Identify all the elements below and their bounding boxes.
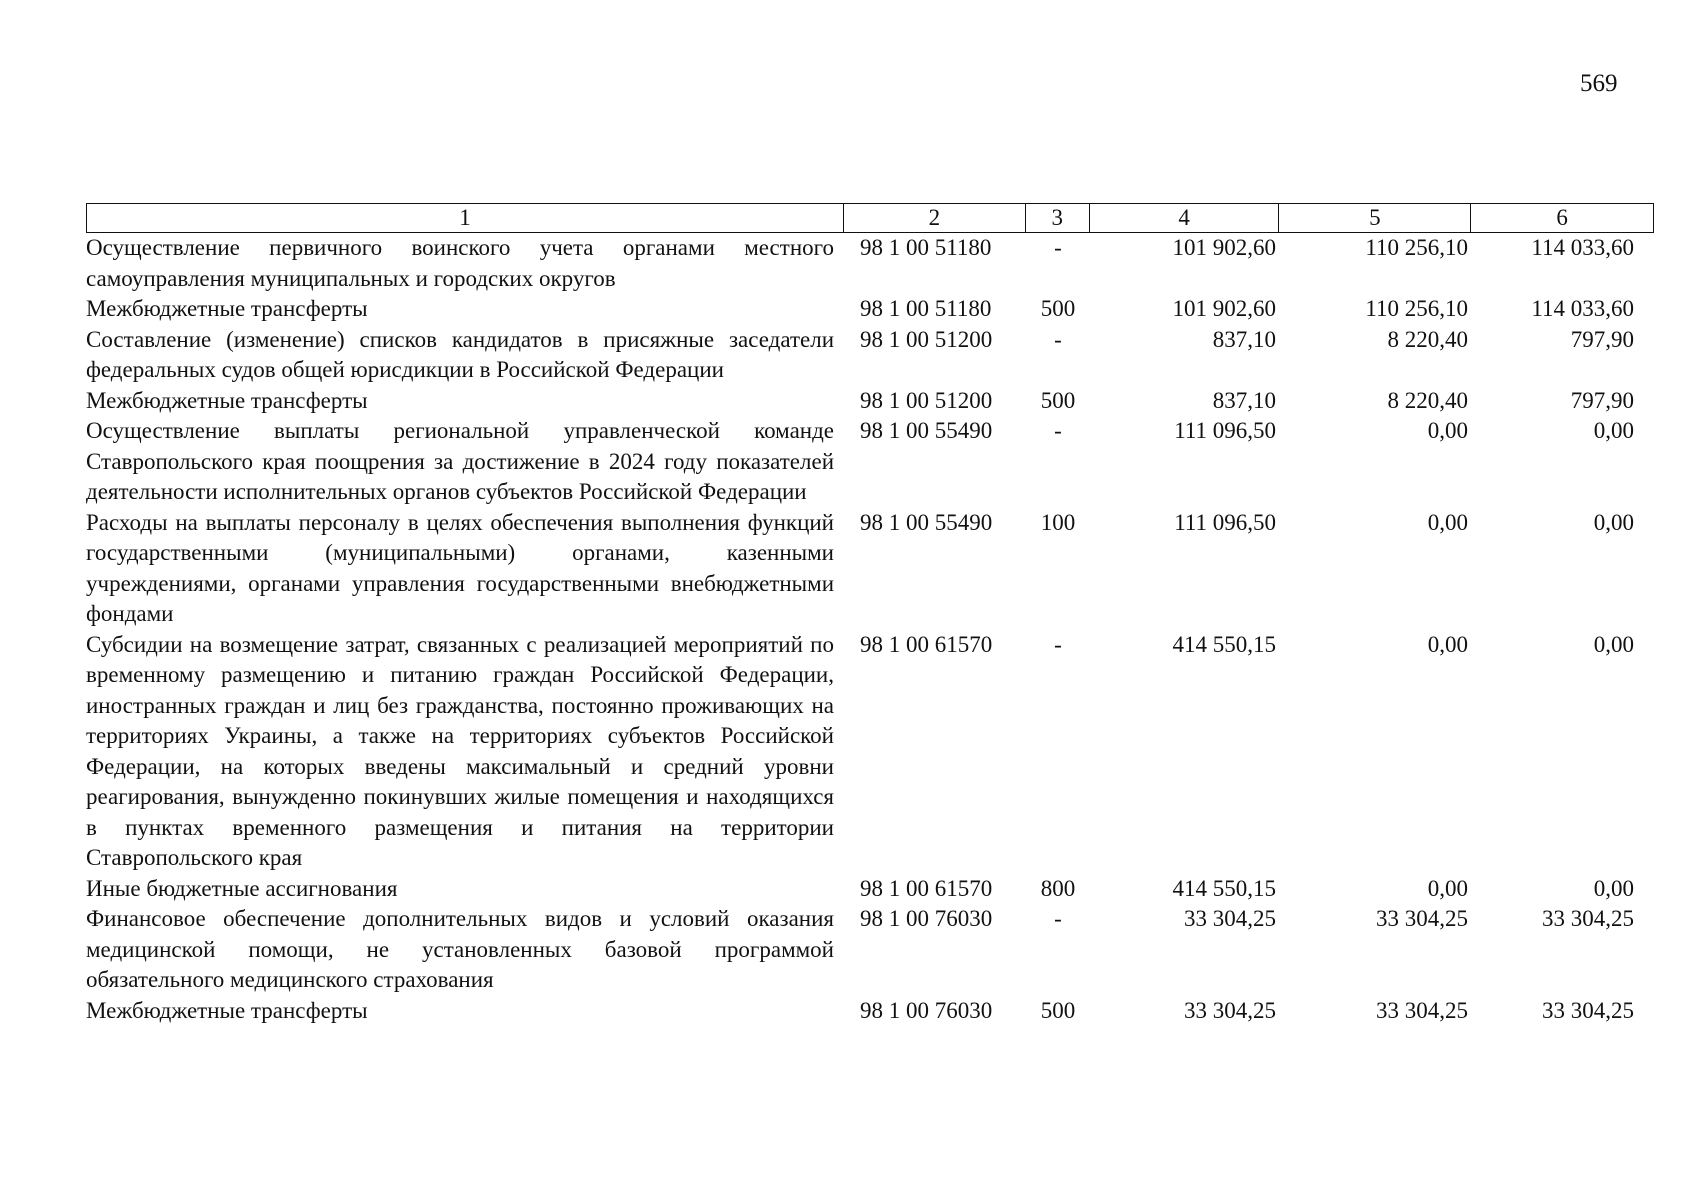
table-row [86, 386, 1654, 417]
row-amount-col5: 33 304,25 [1376, 906, 1468, 931]
row-amount-col6: 114 033,60 [1531, 235, 1634, 260]
table-row [86, 996, 1654, 1027]
table-row [86, 508, 1654, 630]
row-type: - [1054, 326, 1062, 352]
table-row [86, 874, 1654, 905]
row-name: Осуществление выплаты региональной управленческой команде Ставропольского края поощрения за достижение в 2024 году показателей деятельности исполнительных органов субъектов Российской Федерации [86, 418, 834, 504]
column-header-5: 5 [1279, 204, 1471, 232]
row-amount-col4: 33 304,25 [1184, 906, 1276, 931]
row-amount-col4: 837,10 [1212, 326, 1276, 352]
row-name: Межбюджетные трансферты [86, 997, 368, 1023]
column-header-6: 6 [1556, 205, 1568, 230]
row-code: 98 1 00 61570 [860, 875, 993, 901]
row-type: - [1054, 631, 1062, 657]
row-amount-col4: 111 096,50 [1174, 418, 1276, 443]
row-amount-col4: 837,10 [1212, 387, 1276, 413]
row-amount-col5: 8 220,40 [1387, 326, 1468, 352]
row-amount-col6: 0,00 [1593, 631, 1634, 657]
budget-table [86, 203, 1654, 1026]
row-name: Межбюджетные трансферты [86, 387, 368, 413]
row-name: Финансовое обеспечение дополнительных видов и условий оказания медицинской помощи, не установленных базовой программой обязательного медицинского страхования [86, 906, 834, 992]
row-amount-col5: 33 304,25 [1376, 997, 1468, 1023]
row-code: 98 1 00 76030 [860, 906, 993, 931]
row-type: 100 [1040, 509, 1076, 535]
row-amount-col6: 797,90 [1570, 387, 1634, 413]
row-type: - [1054, 418, 1062, 443]
row-amount-col5: 0,00 [1427, 509, 1468, 535]
row-amount-col5: 110 256,10 [1365, 235, 1468, 260]
row-type: - [1054, 235, 1062, 260]
row-amount-col5: 8 220,40 [1387, 387, 1468, 413]
row-amount-col4: 101 902,60 [1172, 296, 1276, 321]
row-amount-col4: 33 304,25 [1184, 997, 1276, 1023]
row-type: 500 [1040, 296, 1076, 321]
row-code: 98 1 00 61570 [860, 631, 993, 657]
row-name: Осуществление первичного воинского учета органами местного самоуправления муниципальных и городских округов [86, 235, 834, 291]
row-code: 98 1 00 51180 [860, 235, 992, 260]
row-amount-col6: 33 304,25 [1542, 906, 1634, 931]
row-type: 500 [1040, 997, 1076, 1023]
row-name: Расходы на выплаты персоналу в целях обеспечения выполнения функций государственными (муниципальными) органами, казенными учреждениями, органами управления государственными внебюджетными фондами [86, 509, 834, 626]
row-type: 800 [1040, 875, 1076, 901]
row-code: 98 1 00 51200 [860, 387, 993, 413]
row-amount-col6: 114 033,60 [1531, 296, 1634, 321]
row-name: Составление (изменение) списков кандидатов в присяжные заседатели федеральных судов общей юрисдикции в Российской Федерации [86, 326, 834, 382]
row-name: Иные бюджетные ассигнования [86, 875, 398, 901]
row-amount-col4: 111 096,50 [1174, 509, 1276, 535]
column-header-4: 4 [1090, 204, 1280, 232]
row-name: Межбюджетные трансферты [86, 296, 368, 321]
column-header-row [86, 203, 1654, 233]
table-row [86, 904, 1654, 996]
row-amount-col4: 101 902,60 [1172, 235, 1276, 260]
row-amount-col4: 414 550,15 [1172, 631, 1276, 657]
row-code: 98 1 00 55490 [860, 509, 993, 535]
row-name: Субсидии на возмещение затрат, связанных с реализацией мероприятий по временному размещению и питанию граждан Российской Федерации, иностранных граждан и лиц без гражданства, постоянно проживающих на территориях Украины, а также на территориях субъектов Российской Федерации, на которых введены максимальный и средний уровни реагирования, вынужденно покинувших жилые помещения и находящихся в пунктах временного размещения и питания на территории Ставропольского края [86, 631, 834, 870]
table-row [86, 630, 1654, 874]
row-code: 98 1 00 51200 [860, 326, 993, 352]
row-code: 98 1 00 55490 [860, 418, 993, 443]
row-type: 500 [1040, 387, 1076, 413]
row-amount-col4: 414 550,15 [1172, 875, 1276, 901]
page-number: 569 [1580, 70, 1618, 97]
row-type: - [1054, 906, 1062, 931]
table-row [86, 294, 1654, 325]
row-amount-col6: 0,00 [1593, 875, 1634, 901]
row-amount-col5: 110 256,10 [1365, 296, 1468, 321]
table-row [86, 233, 1654, 294]
column-header-1: 1 [87, 204, 844, 232]
table-row [86, 416, 1654, 508]
row-amount-col6: 797,90 [1570, 326, 1634, 352]
row-code: 98 1 00 76030 [860, 997, 993, 1023]
row-code: 98 1 00 51180 [860, 296, 992, 321]
row-amount-col6: 33 304,25 [1542, 997, 1634, 1023]
row-amount-col6: 0,00 [1593, 509, 1634, 535]
table-row [86, 325, 1654, 386]
column-header-2: 2 [844, 204, 1026, 232]
row-amount-col5: 0,00 [1427, 631, 1468, 657]
row-amount-col5: 0,00 [1427, 875, 1468, 901]
row-amount-col5: 0,00 [1427, 418, 1468, 443]
row-amount-col6: 0,00 [1593, 418, 1634, 443]
column-header-3: 3 [1026, 204, 1090, 232]
